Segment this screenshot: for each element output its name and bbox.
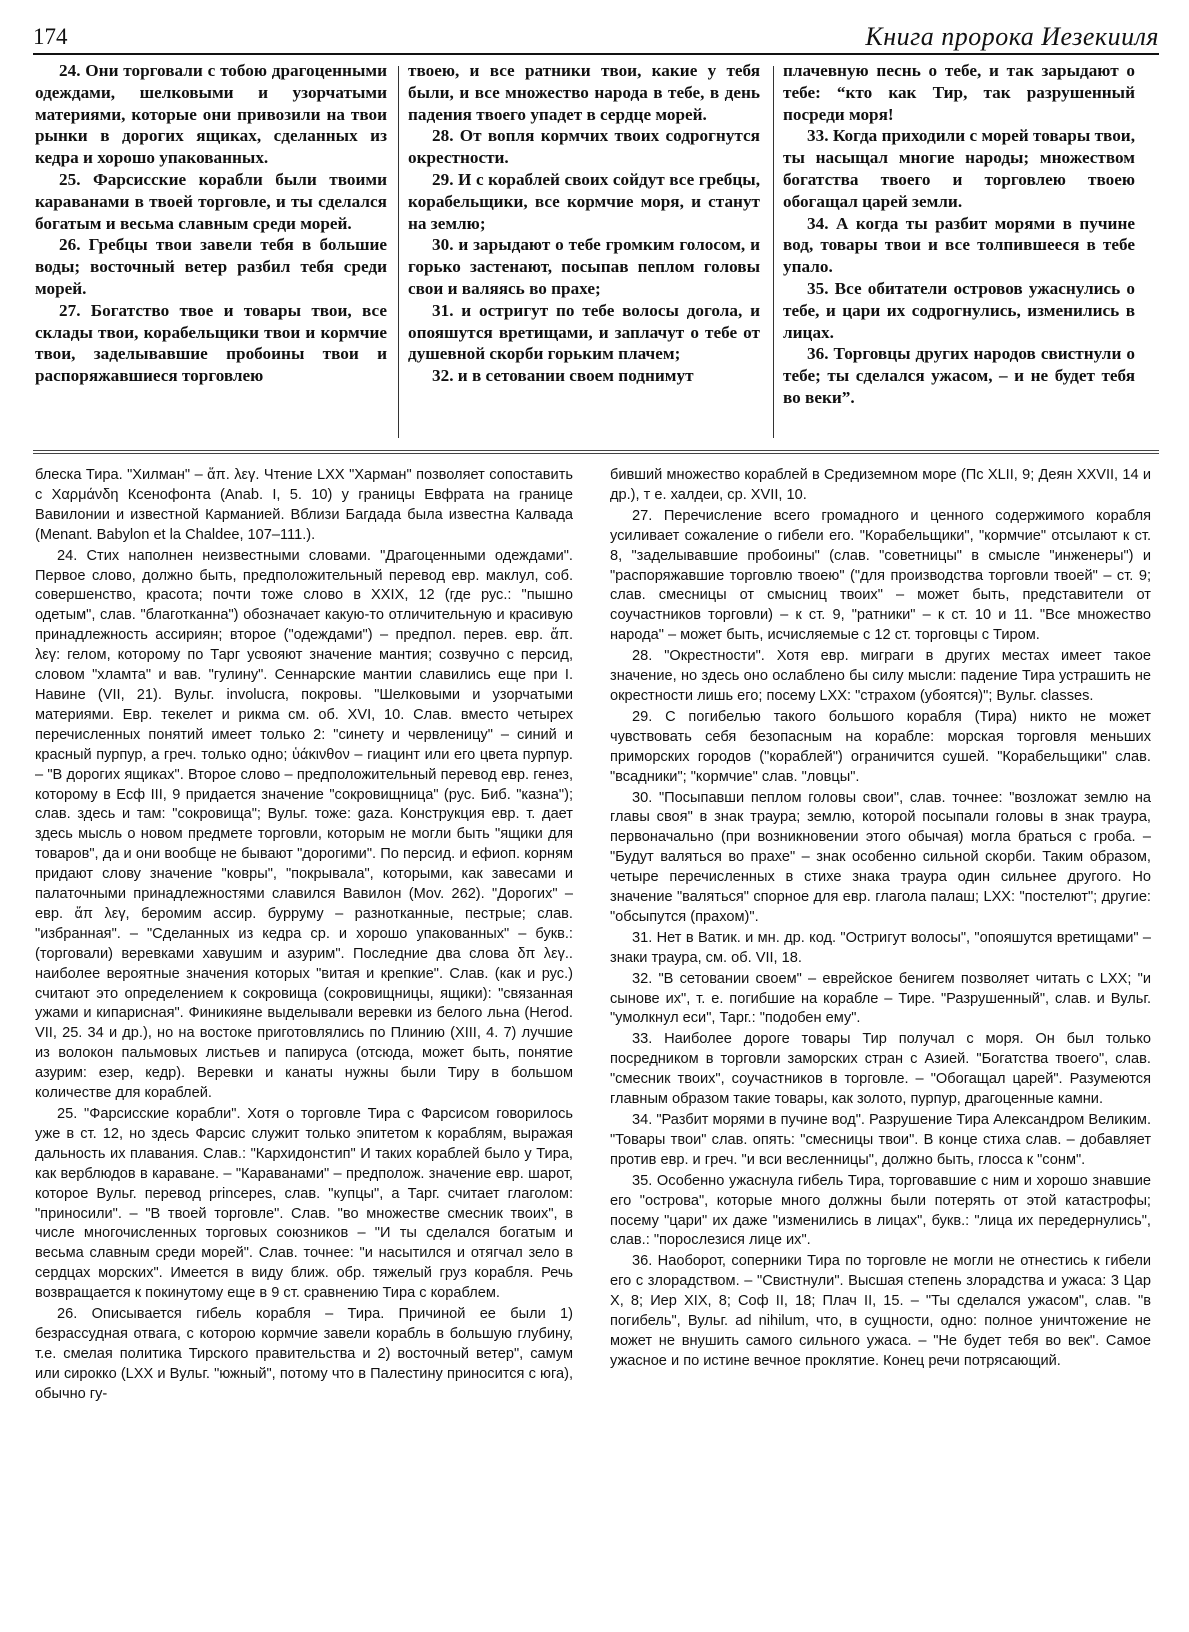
verse-paragraph: 28. От вопля кормчих твоих содрогнутся окрестности. — [408, 126, 760, 168]
section-rule — [33, 450, 1159, 451]
verse-paragraph: 35. Все обитатели островов ужаснулись о тебе, и цари их содрогнулись, изменились в лицах. — [783, 278, 1135, 342]
verse-paragraph: 30. и зарыдают о тебе громким голосом, и горько застенают, посыпав пеплом головы свои и валяясь во прахе; — [408, 235, 760, 298]
page-number: 174 — [33, 24, 68, 49]
commentary-column-right — [610, 466, 1151, 1616]
commentary-paragraph: блеска Тира. "Хилман" – ἅπ. λεγ. Чтение LXX "Харман" позволяет сопоставить с Χαρμάνδη Ксенофонта (Anab. I, 5. 10) у границы Евфрата на границе Вавилонии и известной Карманией. Вблизи Багдада была известна Калвада (Menant. Babylon et la Chaldee, 107–111.). — [35, 467, 573, 543]
column-divider — [773, 66, 774, 438]
commentary-paragraph: 34. "Разбит морями в пучине вод". Разрушение Тира Александром Великим. "Товары твои" слав. опять: "смесницы твои". В конце стиха слав. – добавляет против евр. и греч. "и вси весленницы", должно быть, глосса к "сонм". — [610, 1112, 1151, 1168]
bible-column-3 — [783, 60, 1135, 438]
column-divider — [398, 66, 399, 438]
commentary-paragraph: 29. С погибелью такого большого корабля (Тира) никто не может чувствовать себя безопасным на корабле: морская торговля меньших приморских городов ("кораблей") ограничится сушей. "Корабельщики" слав. "всадники"; "кормчие" слав. "ловцы". — [610, 708, 1151, 785]
verse-paragraph: плачевную песнь о тебе, и так зарыдают о тебе: “кто как Тир, так разрушенный посреди моря! — [783, 61, 1135, 124]
verse-paragraph: 34. А когда ты разбит морями в пучине вод, товары твои и все толпившееся в тебе упало. — [783, 213, 1135, 277]
verse-paragraph: 31. и остригут по тебе волосы догола, и опояшутся вретищами, и заплачут о тебе от душевной скорби горьким плачем; — [408, 300, 760, 364]
commentary-column-left — [35, 466, 573, 1616]
bible-column-2 — [408, 60, 760, 438]
verse-paragraph: 27. Богатство твое и товары твои, все склады твои, корабельщики твои и кормчие твои, заделывавшие пробоины твои и распоряжавшиеся торговлею — [35, 300, 387, 386]
commentary-paragraph: 31. Нет в Ватик. и мн. др. код. "Остригут волосы", "опояшутся вретищами" – знаки траура, см. об. VII, 18. — [610, 929, 1151, 966]
commentary-paragraph: 28. "Окрестности". Хотя евр. миграги в других местах имеет такое значение, но здесь оно ослаблено бы силу мысли: падение Тира устрашить не окрестности лишь его; посему LXX: "страхом (убоятся)"; Вульг. classes. — [610, 648, 1151, 704]
verse-paragraph: твоею, и все ратники твои, какие у тебя были, и все множество народа в тебе, в день падения твоего упадет в сердце морей. — [408, 61, 760, 124]
commentary-paragraph: 32. "В сетовании своем" – еврейское бенигем позволяет читать с LXX; "и сынове их", т. е. погибшие на корабле – Тире. "Разрушенный", слав. и Вульг. "умолкнул еси", Тарг.: "подобен ему". — [610, 970, 1151, 1027]
verse-paragraph: 36. Торговцы других народов свистнули о тебе; ты сделался ужасом, – и не будет тебя во веки”. — [783, 344, 1135, 407]
commentary-paragraph: 26. Описывается гибель корабля – Тира. Причиной ее были 1) безрассудная отвага, с которою кормчие завели корабль в большую глубину, т.е. смелая политика Тирского правительства и 2) восточный ветер", самум или сирокко (LXX и Вульг. "южный", потому что в Палестину приносится с юга), обычно гу- — [35, 1306, 573, 1402]
running-title: Книга пророка Иезекииля — [865, 22, 1159, 51]
commentary-paragraph: 36. Наоборот, соперники Тира по торговле не могли не отнестись к гибели его с злорадством. – "Свистнули". Высшая степень злорадства и ужаса: 3 Цар X, 8; Иер XIX, 8; Соф II, 18; Плач II, 15. – "Ты сделался ужасом", слав. "в погибель", Вульг. ad nihilum, что, в сущности, одно: полное уничтожение не может не внушить самого сильного ужаса. – "Не будет тебя во век". Самое ужасное и по истине вечное проклятие. Конец речи потрясающий. — [610, 1253, 1151, 1369]
verse-paragraph: 32. и в сетовании своем поднимут — [432, 366, 694, 386]
commentary-paragraph: 33. Наиболее дороге товары Тир получал с моря. Он был только посредником в торговли заморских стран с Азией. "Богатства твоего", слав. "смесник твоих", соучастников в торговле. – "Обогащал царей". Разумеются главным образом такие товары, как золото, пурпур, драгоценные камни. — [610, 1031, 1151, 1108]
commentary-paragraph: 35. Особенно ужаснула гибель Тира, торговавшие с ним и хорошо знавшие его "острова", которые много должны были потерять от этой катастрофы; посему "цари" их даже "изменились в лицах", букв.: "лица их передернулись", слав.: "порослезися лице их". — [610, 1172, 1151, 1249]
section-rule — [33, 453, 1159, 454]
bible-column-1 — [35, 60, 387, 438]
verse-paragraph: 25. Фарсисские корабли были твоими караванами в твоей торговле, и ты сделался богатым и весьма славным среди морей. — [35, 169, 387, 233]
page-header — [33, 14, 1159, 54]
commentary-paragraph: 27. Перечисление всего громадного и ценного содержимого корабля усиливает сожаление о гибели его. "Корабельщики", "кормчие" отсылают к ст. 8, "заделывавшие пробоины" (слав. "советницы" в смысле "инженеры") и "распоряжавшие торговлю твоею" ("для производства торговли твоей" – ст. 9; слав. смесницы от смысниц твоих" – может быть, представители от соучастников торговли) – к ст. 9, "ратники" – к ст. 10 и 11. "Все множество народа" – может быть, исчисляемые с 12 ст. торговцы с Тиром. — [610, 507, 1151, 644]
commentary-paragraph: 24. Стих наполнен неизвестными словами. "Драгоценными одеждами". Первое слово, должно быть, предположительный перевод евр. маклул, соб. совершенство, красота; почти тоже слово в XXIX, 12 (где рус.: "пышно одетым", слав. "благотканна") обозначает какую-то отличительную и красивую принадлежность ассириян; второе ("одеждами") – предпол. перев. евр. ἅπ. λεγ: гелом, которому по Тарг усвояют значение мантия; созвучно с персид, словом "хламта" и вав. "гулину". Сеннарские мантии славились еще при I. Навине (VII, 21). Вульг. involucra, покровы. "Шелковыми и узорчатыми материями. Евр. текелет и рикма см. об. XVI, 10. Слав. вместо четырех перечисленных понятий имеет только 2: "синету и червленицу" – синий и красный пурпур, а греч. только одно; ὑάκινθον – гиацинт или его цвета пурпур. – "В дорогих ящиках". Второе слово – предположительный перевод евр. генез, которому в Есф III, 9 придается значение "сокровищница" (рус. Биб. "казна"); слав. здесь и там: "сокровища"; Вульг. тоже: gaza. Конструкция евр. т. дает здесь мысль о новом предмете торговли, которым не могли быть "ящики для товаров", да и они вообще не бывают "дорогими". По персид. и ефиоп. корням придают слову значение "ковры", "покрывала", которыми, как завесами и палаточными принадлежностями славился Вавилон (Mov. 262). "Дорогих" – евр. ἅπ λεγ, беромим ассир. бурруму – разнотканные, пестрые; слав. "избранная". – "Сделанных из кедра ср. и хорошо упакованных" – букв.: (торговали) веревками хавушим и азурим". Последние два слова δπ λεγ.. наиболее вероятные значения которых "витая и крепкие". Слав. (как и рус.) считают это определением к сокровища (сокровищницы, ящики): "связанная ужами и кипарисная". Финикияне выделывали веревки из белого льна (Herod. VII, 25. 34 и др.), но на востоке приготовлялись по Плинию (XIII, 4. 7) лучшие из волокон пальмовых листьев и папируса (отсюда, может быть, понятие азурим: езер, кедр). Веревки и канаты нужны были Тиру в большом количестве для кораблей. — [35, 547, 573, 1102]
header-rule — [33, 53, 1159, 55]
commentary-paragraph: бивший множество кораблей в Средиземном море (Пс XLII, 9; Деян XXVII, 14 и др.), т е. халдеи, ср. XVII, 10. — [610, 467, 1151, 503]
verse-paragraph: 26. Гребцы твои завели тебя в большие воды; восточный ветер разбил тебя среди морей. — [35, 235, 387, 298]
verse-paragraph: 24. Они торговали с тобою драгоценными одеждами, шелковыми и узорчатыми материями, которые они привозили на твои рынки в дорогих ящиках, сделанных из кедра и хорошо упакованных. — [35, 61, 387, 168]
verse-paragraph: 29. И с кораблей своих сойдут все гребцы, корабельщики, все кормчие моря, и станут на землю; — [408, 169, 760, 233]
commentary-paragraph: 25. "Фарсисские корабли". Хотя о торговле Тира с Фарсисом говорилось уже в ст. 12, но здесь Фарсис служит только эпитетом к кораблям, выражая дальность их плавания. Слав.: "Кархидонстип" И таких кораблей было у Тира, как верблюдов в караване. – "Караванами" – предполож. значение евр. шарот, которое Вульг. перевод princepes, слав. "купцы", а Тарг. считает глаголом: "приносили". – "В твоей торговле". Слав. "во множестве смесник твоих", в числе многочисленных торговых союзников – "И ты сделался богатым и весьма славным среди морей". Слав. точнее: "и насытился и отягчал зело в сердцах морских". Имеется в виду ближ. обр. тяжелый груз корабля. Речь возвращается к покинутому еще в 9 ст. сравнению Тира с кораблем. — [35, 1106, 573, 1302]
bible-text-block — [33, 60, 1159, 438]
commentary-paragraph: 30. "Посыпавши пеплом головы свои", слав. точнее: "возложат землю на главы своя" в знак траура; землю, которой посыпали головы в знак траура, первоначально (при возникновении этого обычая) могла браться с гроба. – "Будут валяться во прахе" – знак особенно сильной скорби. Таким образом, четыре перечисленных в стихе знака траура один сильнее другого. Но значение "валяться" спорное для евр. глагола палаш; LXX: "постелют"; другие: "обсыпутся (прахом)". — [610, 789, 1151, 925]
verse-paragraph: 33. Когда приходили с морей товары твои, ты насыщал многие народы; множеством богатства твоего и торговлею твоею обогащал царей земли. — [783, 126, 1135, 211]
